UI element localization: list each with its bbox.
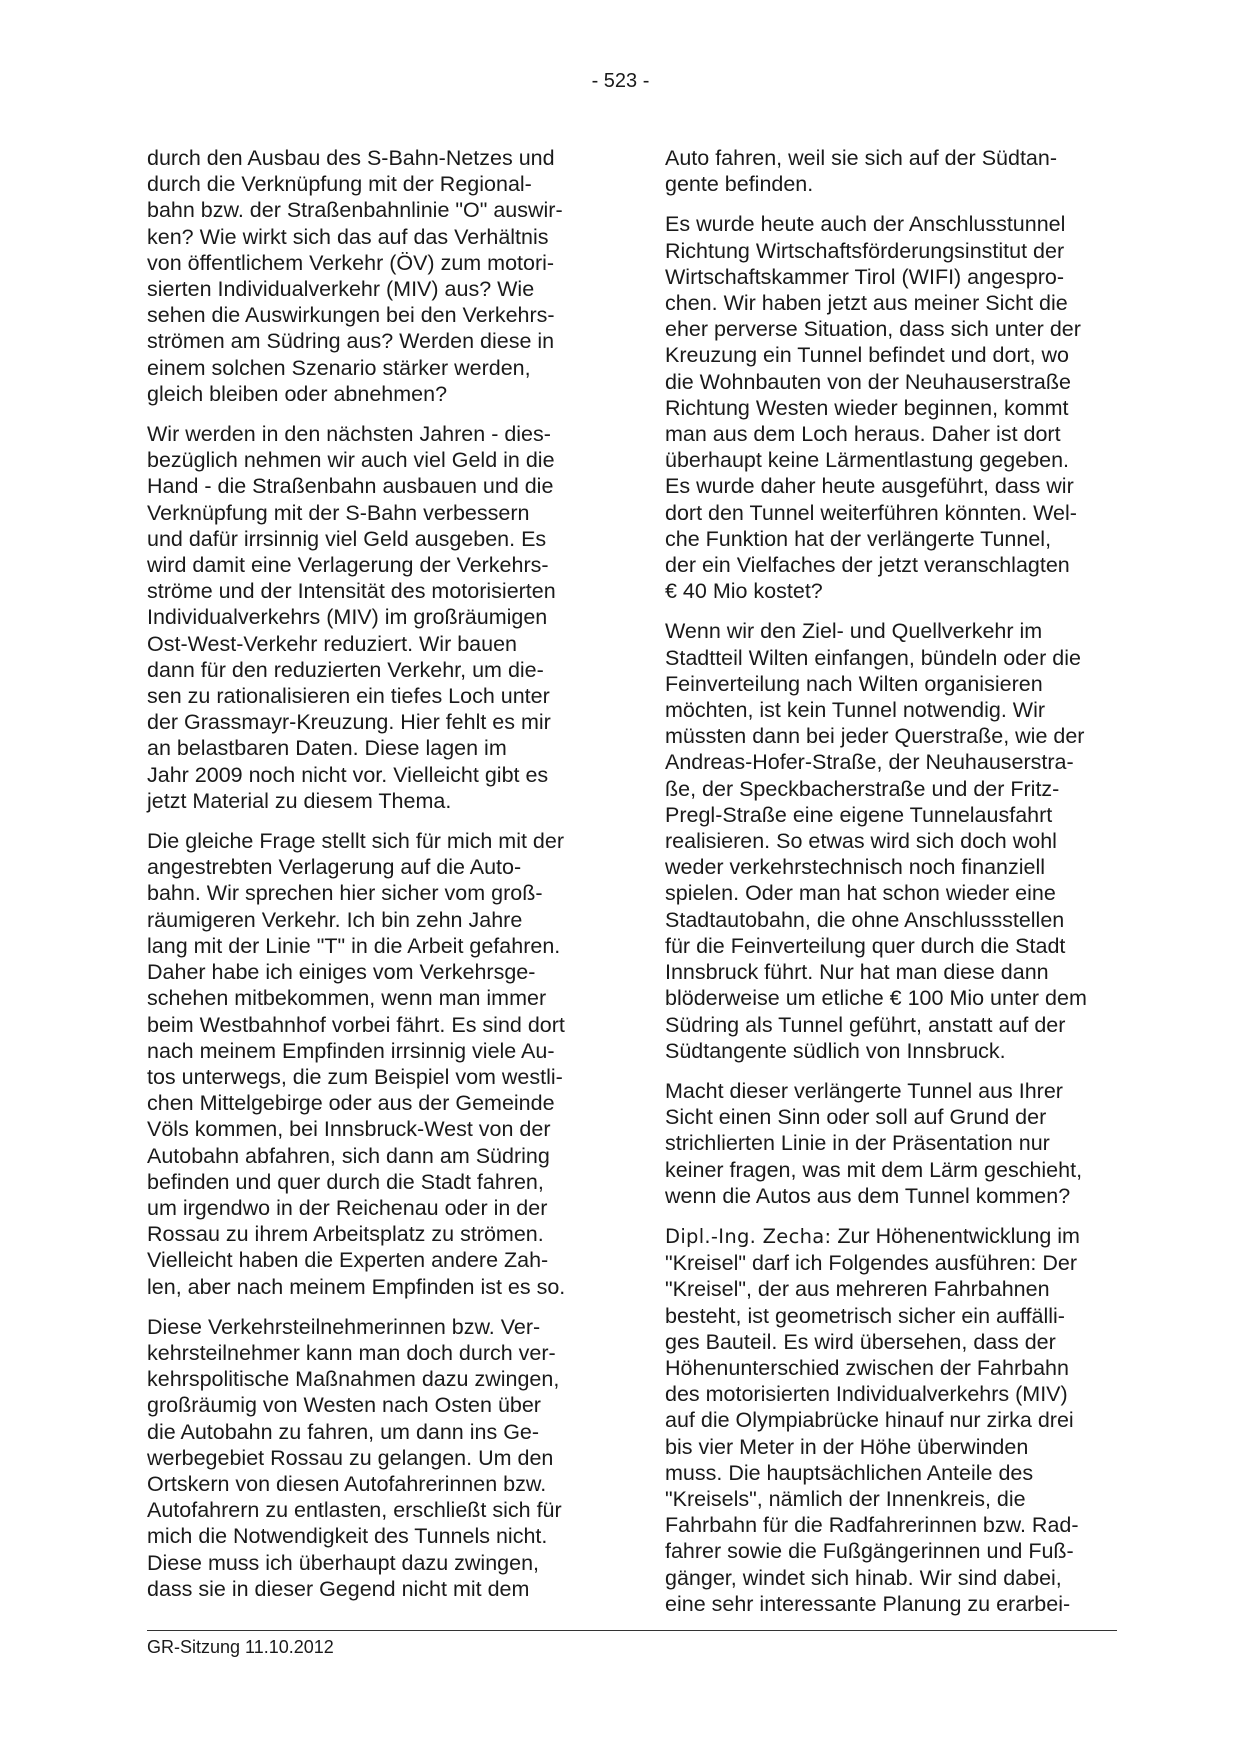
text-line: lang mit der Linie "T" in die Arbeit gefahren. (147, 933, 561, 958)
text-line: nach meinem Empfinden irrsinnig viele Au- (147, 1038, 555, 1063)
text-line: muss. Die hauptsächlichen Anteile des (665, 1460, 1034, 1485)
text-line: ken? Wie wirkt sich das auf das Verhältnis (147, 224, 549, 249)
text-line: Ortskern von diesen Autofahrerinnen bzw. (147, 1471, 547, 1496)
text-line: ges Bauteil. Es wird übersehen, dass der (665, 1329, 1056, 1354)
text-line: Verknüpfung mit der S-Bahn verbessern (147, 500, 530, 525)
paragraph (147, 421, 609, 814)
text-line: Es wurde heute auch der Anschlusstunnel (665, 212, 1066, 237)
text-line: realisieren. So etwas wird sich doch wohl (665, 829, 1057, 854)
footer-divider (147, 1630, 1117, 1631)
text-line: Südring als Tunnel geführt, anstatt auf der (665, 1012, 1066, 1037)
text-line: um irgendwo in der Reichenau oder in der (147, 1195, 548, 1220)
text-line: "Kreisel" darf ich Folgendes ausführen: Der (665, 1251, 1078, 1276)
left-column (147, 145, 609, 1616)
text-line: tos unterwegs, die zum Beispiel vom westli- (147, 1064, 563, 1089)
text-line: "Kreisel", der aus mehreren Fahrbahnen (665, 1277, 1050, 1302)
text-line: auf die Olympiabrücke hinauf nur zirka drei (665, 1408, 1074, 1433)
paragraph (147, 145, 609, 407)
text-line: Richtung Wirtschaftsförderungsinstitut der (665, 238, 1065, 263)
text-line: die Wohnbauten von der Neuhauserstraße (665, 369, 1071, 394)
text-line: spielen. Oder man hat schon wieder eine (665, 881, 1056, 906)
text-line: chen Mittelgebirge oder aus der Gemeinde (147, 1091, 555, 1116)
text-line: dort den Tunnel weiterführen könnten. Wel- (665, 500, 1077, 525)
text-line: von öffentlichem Verkehr (ÖV) zum motori- (147, 250, 555, 275)
text-line: Fahrbahn für die Radfahrerinnen bzw. Rad- (665, 1513, 1079, 1538)
text-line: Wir werden in den nächsten Jahren - dies- (147, 422, 551, 447)
text-line: Diese muss ich überhaupt dazu zwingen, (147, 1550, 539, 1575)
text-line: und dafür irrsinnig viel Geld ausgeben. Es (147, 526, 547, 551)
text-line: bahn bzw. der Straßenbahnlinie "O" auswir- (147, 198, 563, 223)
text-line: die Autobahn zu fahren, um dann ins Ge- (147, 1419, 540, 1444)
text-line: sen zu rationalisieren ein tiefes Loch unter (147, 684, 550, 709)
text-line: blöderweise um etliche € 100 Mio unter dem (665, 986, 1087, 1011)
text-line: mich die Notwendigkeit des Tunnels nicht. (147, 1524, 548, 1549)
paragraph (147, 1314, 609, 1602)
text-line: großräumig von Westen nach Osten über (147, 1393, 541, 1418)
text-line: Hand - die Straßenbahn ausbauen und die (147, 474, 554, 499)
text-line: Vielleicht haben die Experten andere Zah- (147, 1248, 549, 1273)
text-line: beim Westbahnhof vorbei fährt. Es sind dort (147, 1012, 565, 1037)
text-line: € 40 Mio kostet? (665, 579, 823, 604)
text-line: jetzt Material zu diesem Thema. (147, 788, 452, 813)
text-line: bahn. Wir sprechen hier sicher vom groß- (147, 881, 543, 906)
text-line: angestrebten Verlagerung auf die Auto- (147, 855, 522, 880)
text-line: Diese Verkehrsteilnehmerinnen bzw. Ver- (147, 1314, 541, 1339)
text-line: dann für den reduzierten Verkehr, um die- (147, 657, 544, 682)
text-line: dass sie in dieser Gegend nicht mit dem (147, 1576, 530, 1601)
text-line: Innsbruck führt. Nur hat man diese dann (665, 960, 1049, 985)
text-line: Feinverteilung nach Wilten organisieren (665, 671, 1043, 696)
text-line: an belastbaren Daten. Diese lagen im (147, 736, 507, 761)
text-line: Rossau zu ihrem Arbeitsplatz zu strömen. (147, 1222, 544, 1247)
text-line: strichlierten Linie in der Präsentation nur (665, 1131, 1050, 1156)
text-line: bis vier Meter in der Höhe überwinden (665, 1434, 1029, 1459)
text-line: sierten Individualverkehr (MIV) aus? Wie (147, 277, 535, 302)
text-line: Stadtteil Wilten einfangen, bündeln oder die (665, 645, 1081, 670)
text-line: Stadtautobahn, die ohne Anschlussstellen (665, 907, 1065, 932)
text-line: müssten dann bei jeder Querstraße, wie der (665, 724, 1085, 749)
text-line: des motorisierten Individualverkehrs (MIV) (665, 1382, 1068, 1407)
page-number: - 523 - (591, 70, 650, 92)
text-line: der ein Vielfaches der jetzt veranschlagten (665, 553, 1070, 578)
text-line: ße, der Speckbacherstraße und der Fritz- (665, 776, 1060, 801)
text-line: sehen die Auswirkungen bei den Verkehrs- (147, 303, 555, 328)
text-line: keiner fragen, was mit dem Lärm geschieht, (665, 1157, 1083, 1182)
text-line: strömen am Südring aus? Werden diese in (147, 329, 555, 354)
text-line: durch die Verknüpfung mit der Regional- (147, 172, 532, 197)
text-line: Daher habe ich einiges vom Verkehrsge- (147, 960, 536, 985)
text-line: weder verkehrstechnisch noch finanziell (665, 855, 1046, 880)
paragraph (665, 211, 1125, 604)
text-line: Es wurde daher heute ausgeführt, dass wir (665, 474, 1074, 499)
right-column (665, 145, 1125, 1631)
text-line: Wirtschaftskammer Tirol (WIFI) angespro- (665, 264, 1064, 289)
text-line: eine sehr interessante Planung zu erarbei- (665, 1591, 1071, 1616)
text-line: "Kreisels", nämlich der Innenkreis, die (665, 1486, 1026, 1511)
text-line: Kreuzung ein Tunnel befindet und dort, wo (665, 343, 1070, 368)
text-line: Andreas-Hofer-Straße, der Neuhauserstra- (665, 750, 1074, 775)
text-line: Südtangente südlich von Innsbruck. (665, 1038, 1006, 1063)
text-line: werbegebiet Rossau zu gelangen. Um den (147, 1445, 554, 1470)
text-line: chen. Wir haben jetzt aus meiner Sicht die (665, 291, 1068, 316)
text-line: räumigeren Verkehr. Ich bin zehn Jahre (147, 907, 523, 932)
text-line: man aus dem Loch heraus. Daher ist dort (665, 422, 1061, 447)
text-line: schehen mitbekommen, wenn man immer (147, 986, 547, 1011)
text-line: kehrspolitische Maßnahmen dazu zwingen, (147, 1367, 560, 1392)
paragraph (665, 1078, 1125, 1209)
text-line: Auto fahren, weil sie sich auf der Südtan- (665, 146, 1057, 170)
text-line: Wenn wir den Ziel- und Quellverkehr im (665, 619, 1043, 644)
text-line: bezüglich nehmen wir auch viel Geld in die (147, 448, 555, 473)
text-line: für die Feinverteilung quer durch die Stadt (665, 933, 1066, 958)
text-line: Die gleiche Frage stellt sich für mich mit der (147, 829, 565, 854)
text-line: Jahr 2009 noch nicht vor. Vielleicht gibt es (147, 762, 549, 787)
text-line: Richtung Westen wieder beginnen, kommt (665, 395, 1069, 420)
text-line: besteht, ist geometrisch sicher ein auffälli- (665, 1303, 1065, 1328)
text-line: ströme und der Intensität des motorisierten (147, 579, 556, 604)
text-line: wenn die Autos aus dem Tunnel kommen? (665, 1183, 1071, 1208)
text-line: durch den Ausbau des S-Bahn-Netzes und (147, 146, 555, 170)
text-line: Ost-West-Verkehr reduziert. Wir bauen (147, 631, 518, 656)
speaker-statement-start: Zur Höhenentwicklung im (831, 1223, 1080, 1248)
paragraph (665, 618, 1125, 1063)
text-line: Autobahn abfahren, sich dann am Südring (147, 1143, 550, 1168)
text-line: Pregl-Straße eine eigene Tunnelausfahrt (665, 802, 1053, 827)
text-line: einem solchen Szenario stärker werden, (147, 355, 531, 380)
paragraph (147, 828, 609, 1300)
text-line: gleich bleiben oder abnehmen? (147, 381, 448, 406)
text-line: che Funktion hat der verlängerte Tunnel, (665, 526, 1052, 551)
text-line: Autofahrern zu entlasten, erschließt sich für (147, 1498, 562, 1523)
text-line: Macht dieser verlängerte Tunnel aus Ihrer (665, 1078, 1063, 1103)
text-line: der Grassmayr-Kreuzung. Hier fehlt es mir (147, 710, 551, 735)
text-line: Individualverkehrs (MIV) im großräumigen (147, 605, 548, 630)
paragraph (665, 145, 1125, 197)
speaker-name: Dipl.-Ing. Zecha: (665, 1224, 832, 1248)
text-line: gänger, windet sich hinab. Wir sind dabei, (665, 1565, 1062, 1590)
text-line: Höhenunterschied zwischen der Fahrbahn (665, 1355, 1069, 1380)
text-line: len, aber nach meinem Empfinden ist es so. (147, 1274, 566, 1299)
text-line: eher perverse Situation, dass sich unter der (665, 317, 1081, 342)
footer-session-date: GR-Sitzung 11.10.2012 (147, 1637, 334, 1657)
text-line: kehrsteilnehmer kann man doch durch ver- (147, 1340, 556, 1365)
text-line (665, 1223, 1125, 1250)
text-line: wird damit eine Verlagerung der Verkehrs- (147, 553, 549, 578)
text-line: überhaupt keine Lärmentlastung gegeben. (665, 448, 1070, 473)
speaker-paragraph (665, 1223, 1125, 1617)
text-line: Sicht einen Sinn oder soll auf Grund der (665, 1105, 1047, 1130)
text-line: gente befinden. (665, 172, 814, 197)
text-line: möchten, ist kein Tunnel notwendig. Wir (665, 698, 1046, 723)
text-line: befinden und quer durch die Stadt fahren, (147, 1169, 544, 1194)
text-line: Völs kommen, bei Innsbruck-West von der (147, 1117, 551, 1142)
text-line: fahrer sowie die Fußgängerinnen und Fuß- (665, 1539, 1074, 1564)
